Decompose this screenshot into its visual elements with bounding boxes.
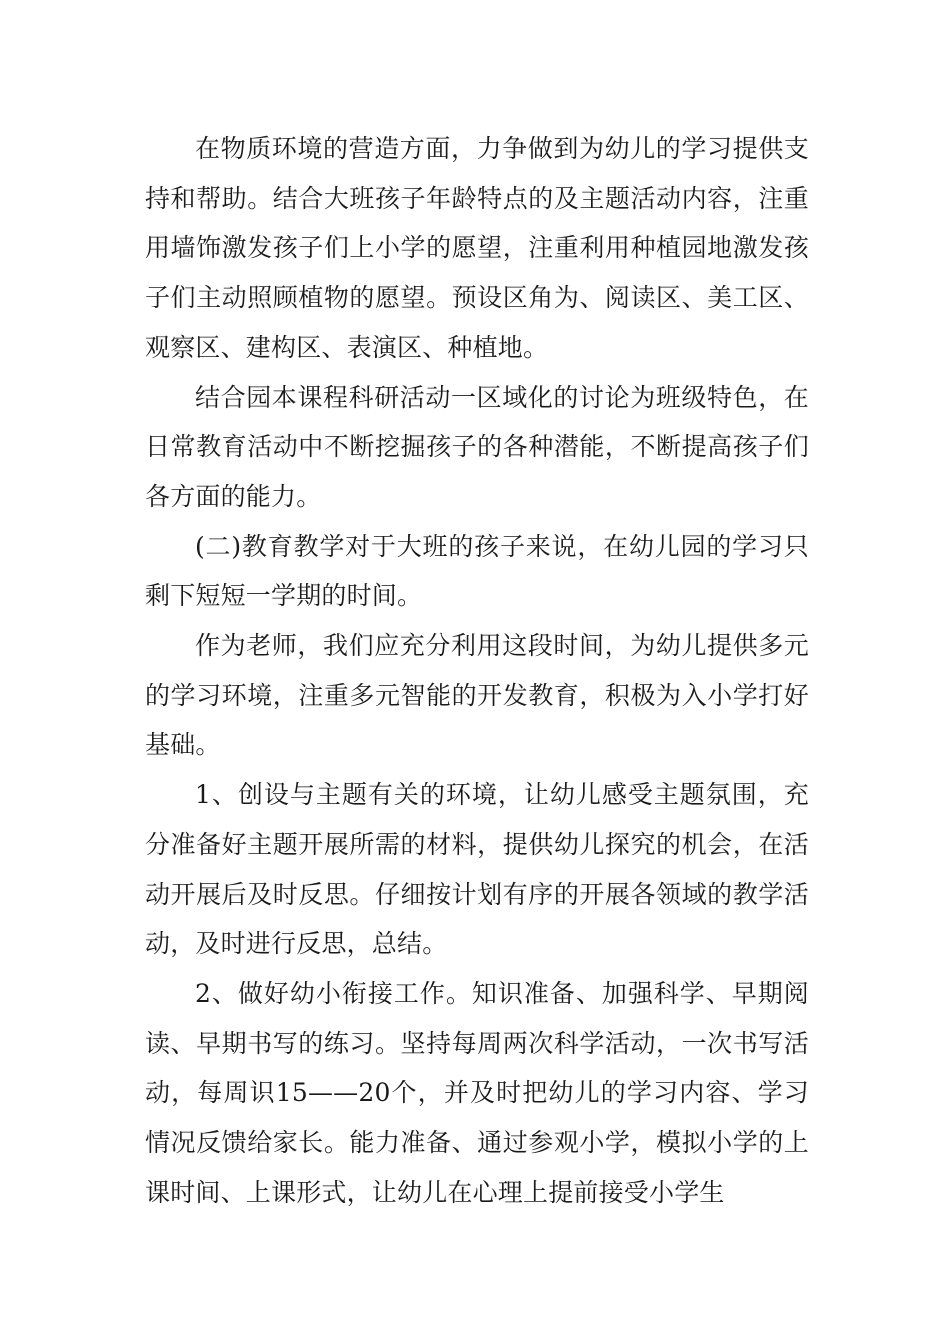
paragraph-environment: 在物质环境的营造方面，力争做到为幼儿的学习提供支持和帮助。结合大班孩子年龄特点的及主题活动内容，注重用墙饰激发孩子们上小学的愿望，注重利用种植园地激发孩子们主动照顾植物的愿望。预设区角为、阅读区、美工区、观察区、建构区、表演区、种植地。 <box>145 134 809 362</box>
document-body <box>145 124 809 1217</box>
paragraph-section-teaching: (二)教育教学对于大班的孩子来说，在幼儿园的学习只剩下短短一学期的时间。 <box>145 531 809 611</box>
paragraph-class-feature: 结合园本课程科研活动一区域化的讨论为班级特色，在日常教育活动中不断挖掘孩子的各种潜能，不断提高孩子们各方面的能力。 <box>145 382 809 511</box>
paragraph-teacher-role: 作为老师，我们应充分利用这段时间，为幼儿提供多元的学习环境，注重多元智能的开发教育，积极为入小学打好基础。 <box>145 631 809 760</box>
paragraph-item-2: 2、做好幼小衔接工作。知识准备、加强科学、早期阅读、早期书写的练习。坚持每周两次科学活动，一次书写活动，每周识15——20个，并及时把幼儿的学习内容、学习情况反馈给家长。能力准备、通过参观小学，模拟小学的上课时间、上课形式，让幼儿在心理上提前接受小学生 <box>145 978 809 1207</box>
paragraph-item-1: 1、创设与主题有关的环境，让幼儿感受主题氛围，充分准备好主题开展所需的材料，提供幼儿探究的机会，在活动开展后及时反思。仔细按计划有序的开展各领域的教学活动，及时进行反思，总结。 <box>145 780 809 959</box>
